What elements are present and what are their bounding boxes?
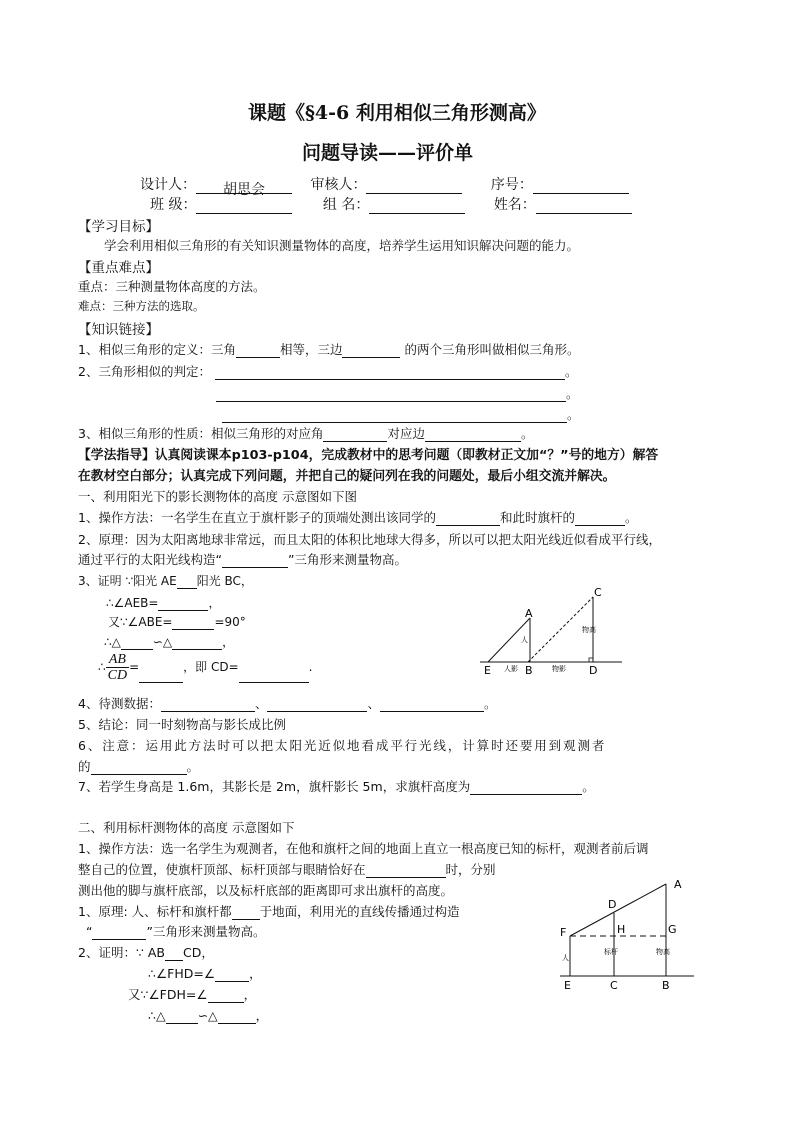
separator: 、 (254, 696, 268, 711)
part2-step-2 (128, 985, 256, 1003)
part2-proof (78, 943, 214, 961)
comma: ， (243, 987, 257, 1002)
part1-proof-b: 阳光 BC， (196, 574, 253, 588)
proof-step-1 (106, 594, 221, 611)
comma: ， (249, 966, 262, 981)
blank-criteria-1[interactable] (215, 365, 565, 380)
label-f: F (560, 926, 567, 939)
part1-pr-text-b: 通过平行的太阳光线构造“ (78, 552, 222, 567)
part1-note-b (78, 757, 199, 775)
part1-pr-text-c: ”三角形来测量物高。 (287, 552, 407, 567)
period: 。 (564, 364, 578, 379)
blank-data-2[interactable] (267, 697, 367, 712)
part2-op-d: 测出他的脚与旗杆底部，以及标杆底部的距离即可求出旗杆的高度。 (78, 883, 454, 898)
comma: ， (255, 1008, 269, 1023)
part1-data (78, 694, 497, 712)
separator: 、 (367, 696, 380, 711)
part2-heading: 二、利用标杆测物体的高度 示意图如下 (78, 820, 295, 835)
part2-step-1-text: ∴∠FHD=∠ (148, 966, 216, 981)
blank-data-1[interactable] (161, 697, 255, 712)
period: 。 (624, 510, 638, 525)
label-c: C (610, 979, 618, 992)
fraction-numerator: AB (106, 652, 129, 668)
designer-row (140, 174, 629, 198)
serial-field[interactable] (533, 179, 629, 194)
label-d: D (608, 898, 617, 911)
part2-proof-a: 2、证明：∵ AB (78, 945, 166, 960)
period: 。 (186, 759, 200, 774)
period: 。 (484, 696, 497, 711)
blank-ratio[interactable] (139, 668, 183, 683)
proof-step-4 (98, 652, 312, 683)
period: 。 (582, 779, 595, 794)
blank-sides-prop[interactable] (425, 427, 521, 442)
shadow-diagram (476, 580, 626, 680)
label-e: E (564, 979, 571, 992)
part1-note-a: 6、注意：运用此方法时可以把太阳光近似地看成平行光线，计算时还要用到观测者 (78, 738, 607, 753)
guide-heading: 【学法指导】 (78, 448, 155, 463)
guide-text-1: 认真阅读课本p103-p104，完成教材中的思考问题（即教材正文加“？”号的地方）解答 (154, 448, 659, 463)
part2-step-2-text: 又∵∠FDH=∠ (128, 987, 208, 1002)
label-person: 人 (521, 636, 528, 644)
link-line-2b (216, 384, 579, 402)
blank-pole-height[interactable] (470, 780, 582, 795)
part2-step-3-b: ∽△ (197, 1008, 218, 1023)
proof-step-1-text: ∴∠AEB= (106, 596, 159, 610)
link-1-text-c: 的两个三角形叫做相似三角形。 (400, 342, 580, 357)
blank-cd[interactable] (239, 668, 309, 683)
part1-example-text: 7、若学生身高是 1.6m，其影长是 2m，旗杆影长 5m，求旗杆高度为 (78, 779, 471, 794)
period: 。 (520, 426, 534, 441)
blank-parallel-2[interactable] (165, 946, 183, 961)
blank-triangle-3[interactable] (166, 1009, 198, 1024)
class-row (140, 194, 632, 214)
part1-op-text-b: 和此时旗杆的 (499, 510, 575, 525)
part1-example (78, 777, 595, 795)
guide-line-1 (78, 444, 658, 463)
equals: = (129, 660, 140, 674)
links-heading: 【知识链接】 (78, 322, 159, 338)
proof-step-3-a: ∴△ (104, 635, 121, 649)
label-e: E (484, 664, 491, 677)
label-c: C (594, 586, 602, 599)
link-line-3 (78, 424, 534, 442)
part2-pr-text-a: 1、原理: 人、标杆和旗杆都 (78, 904, 232, 919)
goals-text: 学会利用相似三角形的有关知识测量物体的高度，培养学生运用知识解决问题的能力。 (104, 238, 580, 253)
part1-note-b-text: 的 (78, 759, 91, 774)
label-person: 人 (562, 954, 569, 962)
benchmark-diagram (556, 870, 702, 995)
part2-pr-text-b: 于地面，利用光的直线传播通过构造 (259, 904, 460, 919)
name-field[interactable] (536, 199, 632, 214)
part2-op-b-text: 整自己的位置，使旗杆顶部、标杆顶部与眼睛恰好在 (78, 862, 366, 877)
group-field[interactable] (369, 199, 465, 214)
blank-criteria-2[interactable] (216, 387, 566, 402)
blank-sides[interactable] (342, 343, 400, 358)
part2-op-a: 1、操作方法：选一名学生为观测者，在他和旗杆之间的地面上直立一根高度已知的标杆，观测者前后调 (78, 841, 649, 856)
blank-angle-aeb[interactable] (158, 596, 208, 611)
page-subtitle: 问题导读——评价单 (302, 142, 474, 164)
comma: ， (222, 635, 235, 649)
proof-step-2-text: 又∵∠ABE= (108, 615, 173, 629)
blank-triangle-type[interactable] (222, 553, 288, 568)
comma: ， (208, 596, 221, 610)
label-a: A (525, 607, 533, 620)
part2-op-b (78, 860, 496, 878)
label-object-height: 物高 (582, 626, 596, 634)
label-d: D (589, 664, 598, 677)
label-b: B (525, 664, 533, 677)
proof-step-4-c: ，即 CD= (183, 660, 239, 674)
period: 。 (567, 407, 580, 422)
label-pole-shadow: 物影 (552, 665, 566, 673)
reviewer-field[interactable] (366, 179, 462, 194)
blank-parallel[interactable] (177, 574, 197, 589)
proof-step-2-tail: =90° (214, 615, 246, 629)
label-g: G (668, 923, 677, 936)
link-line-2c (222, 405, 580, 423)
designer-field[interactable]: 胡思会 (196, 179, 292, 194)
blank-triangle-type-2[interactable] (92, 925, 146, 940)
period: . (308, 660, 313, 674)
keypoint-key: 重点：三种测量物体高度的方法。 (78, 279, 266, 294)
part1-operation (78, 508, 638, 526)
part2-principle (78, 902, 460, 920)
data-label: 4、待测数据： (78, 696, 161, 711)
blank-angle-fdh[interactable] (208, 988, 244, 1003)
blank-angles-prop[interactable] (323, 427, 387, 442)
link-1-text-b: 相等，三边 (279, 342, 343, 357)
part2-op-c-text: 时，分别 (445, 862, 496, 877)
goals-heading: 【学习目标】 (78, 219, 159, 235)
name-label: 姓名： (493, 197, 536, 213)
label-a: A (674, 878, 682, 891)
link-3-text-a: 3、相似三角形的性质：相似三角形的对应角 (78, 426, 324, 441)
part1-heading: 一、利用阳光下的影长测物体的高度 示意图如下图 (78, 489, 357, 504)
blank-triangle-2[interactable] (172, 635, 222, 650)
blank-data-3[interactable] (380, 697, 484, 712)
part2-step-3 (148, 1006, 268, 1024)
part2-proof-b: CD， (183, 945, 214, 960)
proof-step-2 (108, 613, 246, 630)
blank-height[interactable] (436, 511, 500, 526)
part1-op-text-a: 1、操作方法：一名学生在直立于旗杆影子的顶端处测出该同学的 (78, 510, 436, 525)
label-object-height: 物高 (656, 948, 670, 956)
part2-pr-text-d: ”三角形来测量物高。 (146, 924, 266, 939)
part2-step-1 (148, 964, 262, 982)
period: 。 (566, 386, 579, 401)
link-line-1 (78, 340, 579, 358)
group-label: 组 名： (322, 197, 370, 213)
label-h: H (617, 923, 626, 936)
blank-triangle-4[interactable] (218, 1009, 256, 1024)
label-benchmark: 标杆 (604, 948, 618, 956)
link-1-text-a: 1、相似三角形的定义：三角 (78, 342, 236, 357)
fraction-denominator: CD (107, 668, 128, 683)
blank-observer[interactable] (91, 760, 187, 775)
guide-text-2: 在教材空白部分；认真完成下列问题，并把自己的疑问列在我的问题处，最后小组交流并解决。 (78, 469, 616, 484)
part1-proof (78, 572, 253, 589)
link-line-2 (78, 362, 577, 380)
blank-angle-fhd[interactable] (215, 967, 249, 982)
part2-principle-b (86, 922, 265, 940)
proof-step-3 (104, 633, 234, 650)
keypoints-heading: 【重点难点】 (78, 260, 159, 276)
blank-angle-abe[interactable] (172, 615, 214, 630)
part2-step-3-a: ∴△ (148, 1008, 166, 1023)
proof-step-3-b: ∽△ (152, 635, 173, 649)
label-b: B (662, 979, 670, 992)
blank-line[interactable] (366, 863, 446, 878)
class-field[interactable] (196, 199, 292, 214)
ratio-fraction (106, 652, 129, 683)
serial-label: 序号： (490, 177, 533, 193)
blank-criteria-3[interactable] (222, 408, 567, 423)
proof-step-4-a: ∴ (98, 660, 106, 674)
blank-triangle-1[interactable] (121, 635, 153, 650)
right-angle-mark (589, 658, 593, 662)
class-label: 班 级： (150, 197, 197, 213)
part1-proof-a: 3、证明 ∵阳光 AE (78, 574, 177, 588)
designer-label: 设计人： (140, 177, 196, 193)
keypoint-difficult: 难点：三种方法的选取。 (78, 299, 205, 313)
part1-principle-b (78, 550, 407, 568)
page-title: 课题《§4-6 利用相似三角形测高》 (248, 102, 546, 124)
part1-conclusion: 5、结论：同一时刻物高与影长成比例 (78, 717, 286, 732)
label-person-shadow: 人影 (504, 665, 518, 673)
reviewer-label: 审核人： (310, 177, 367, 193)
blank-perpendicular[interactable] (232, 905, 260, 920)
link-2-text: 2、三角形相似的判定： (78, 364, 211, 379)
link-3-text-b: 对应边 (387, 426, 425, 441)
blank-shadow[interactable] (575, 511, 625, 526)
blank-angles[interactable] (236, 343, 280, 358)
part1-principle-a: 2、原理：因为太阳离地球非常远，而且太阳的体积比地球大得多，所以可以把太阳光线近似看成平行线， (78, 532, 661, 547)
open-quote: “ (86, 924, 93, 939)
